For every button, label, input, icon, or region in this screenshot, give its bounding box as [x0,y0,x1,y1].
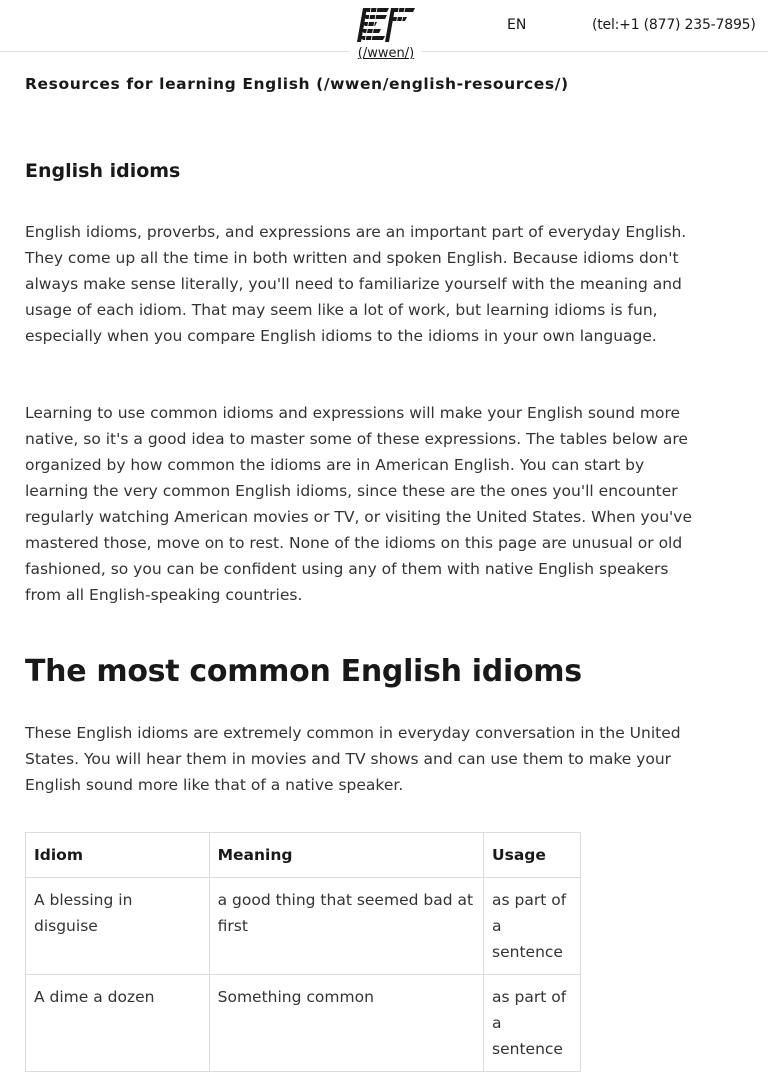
cell-idiom: A blessing in disguise [26,878,210,975]
intro-paragraph-1: English idioms, proverbs, and expressions are an important part of everyday English. They come up all the time in both written and spoken English. Because idioms don't always make sense literally, you'll need to familiarize yourself with the meaning and usage of each idiom. That may seem like a lot of work, but learning idioms is fun, especially when you compare English idioms to the idioms in your own language. [25,223,687,345]
idioms-table [25,832,581,1072]
cell-usage: as part of a sentence [484,975,581,1072]
cell-usage: as part of a sentence [484,878,581,975]
main-heading: The most common English idioms [25,654,582,689]
breadcrumb-link[interactable]: Resources for learning English (/wwen/english-resources/) [25,75,569,93]
table-row [26,878,581,975]
site-header [0,0,768,61]
header-idiom: Idiom [26,833,210,878]
logo-link-text: (/wwen/) [350,46,422,62]
home-logo-link[interactable] [350,6,422,62]
header-meaning: Meaning [209,833,483,878]
header-usage: Usage [484,833,581,878]
language-selector[interactable]: EN [507,17,527,33]
cell-meaning: a good thing that seemed bad at first [209,878,483,975]
cell-idiom: A dime a dozen [26,975,210,1072]
table-header-row [26,833,581,878]
cell-meaning: Something common [209,975,483,1072]
phone-link[interactable]: (tel:+1 (877) 235-7895) [592,17,756,33]
ef-logo-icon [357,6,415,44]
section-title: English idioms [25,160,181,182]
main-paragraph: These English idioms are extremely common in everyday conversation in the United States. You will hear them in movies and TV shows and can use them to make your English sound more like that of a native speaker. [25,724,681,794]
intro-paragraph-2: Learning to use common idioms and expressions will make your English sound more native, so it's a good idea to master some of these expressions. The tables below are organized by how common the idioms are in American English. You can start by learning the very common English idioms, since these are the ones you'll encounter regularly watching American movies or TV, or visiting the United States. When you've mastered those, move on to rest. None of the idioms on this page are unusual or old fashioned, so you can be confident using any of them with native English speakers from all English-speaking countries. [25,404,692,604]
table-row [26,975,581,1072]
